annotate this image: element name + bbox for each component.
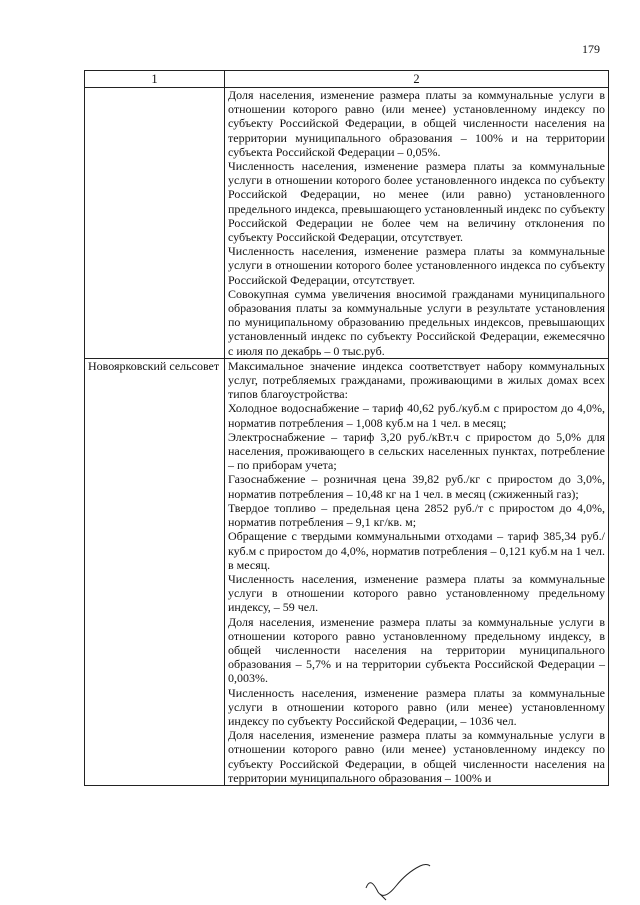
paragraph: Численность населения, изменение размера платы за коммунальные услуги в отношении которого равно (или менее) установленному индексу по субъекту Российской Федерации, – 1036 чел. (228, 685, 605, 728)
paragraph: Максимальное значение индекса соответствует набору коммунальных услуг, потребляемых гражданами, проживающими в жилых домах всех типов благоустройства: (228, 358, 605, 402)
municipality-name (85, 88, 225, 359)
table-row (85, 88, 609, 359)
municipality-name: Новоярковский сельсовет (85, 358, 225, 785)
paragraph: Численность населения, изменение размера платы за коммунальные услуги в отношении которого более установленного индекса по субъекту Российской Федерации, но менее (или равно) установленного предельного индекса, превышающего установленный индекс по субъекту Российской Федерации не более чем на величину отклонения по субъекту Российской Федерации, отсутствует. (228, 159, 605, 245)
paragraph: Обращение с твердыми коммунальными отходами – тариф 385,34 руб./куб.м с приростом до 4,0%, норматив потребления – 0,121 куб.м на 1 чел. в месяц. (228, 529, 605, 572)
content-table (84, 70, 609, 786)
paragraph: Численность населения, изменение размера платы за коммунальные услуги в отношении которого равно установленному предельному индексу, – 59 чел. (228, 571, 605, 615)
paragraph: Твердое топливо – предельная цена 2852 руб./т с приростом до 4,0%, норматив потребления – 9,1 кг/кв. м; (228, 500, 605, 530)
paragraph: Холодное водоснабжение – тариф 40,62 руб./куб.м с приростом до 4,0%, норматив потребления – 1,008 куб.м на 1 чел. в месяц; (228, 401, 605, 430)
description-cell (225, 358, 609, 785)
paragraph: Доля населения, изменение размера платы за коммунальные услуги в отношении которого равно установленному предельному индексу, в общей численности населения на территории муниципального образования – 5,7% и на территории субъекта Российской Федерации – 0,003%. (228, 614, 605, 686)
paragraph: Доля населения, изменение размера платы за коммунальные услуги в отношении которого равно (или менее) установленному индексу по субъекту Российской Федерации, в общей численности населения на территории муниципального образования – 100% и на территории субъекта Российской Федерации – 0,05%. (228, 88, 605, 159)
paragraph: Совокупная сумма увеличения вносимой гражданами муниципального образования платы за коммунальные услуги в результате установления по муниципальному образованию предельных индексов, превышающих установленный индекс по субъекту Российской Федерации, ежемесячно с июля по декабрь – 0 тыс.руб. (228, 286, 605, 358)
table-row (85, 358, 609, 785)
paragraph: Доля населения, изменение размера платы за коммунальные услуги в отношении которого равно (или менее) установленному индексу по субъекту Российской Федерации, в общей численности населения на территории муниципального образования – 100% и (228, 728, 605, 785)
paragraph: Численность населения, изменение размера платы за коммунальные услуги в отношении которого более установленного индекса по субъекту Российской Федерации, отсутствует. (228, 244, 605, 287)
paragraph: Газоснабжение – розничная цена 39,82 руб./кг с приростом до 3,0%, норматив потребления – 10,48 кг на 1 чел. в месяц (сжиженный газ); (228, 472, 605, 501)
column-header-2: 2 (225, 71, 609, 88)
header-row (85, 71, 609, 88)
page-number: 179 (582, 42, 600, 56)
signature-mark (360, 858, 440, 903)
description-cell (225, 88, 609, 359)
paragraph: Электроснабжение – тариф 3,20 руб./кВт.ч с приростом до 5,0% для населения, проживающего в сельских населенных пунктах, потребление – по приборам учета; (228, 429, 605, 473)
column-header-1: 1 (85, 71, 225, 88)
